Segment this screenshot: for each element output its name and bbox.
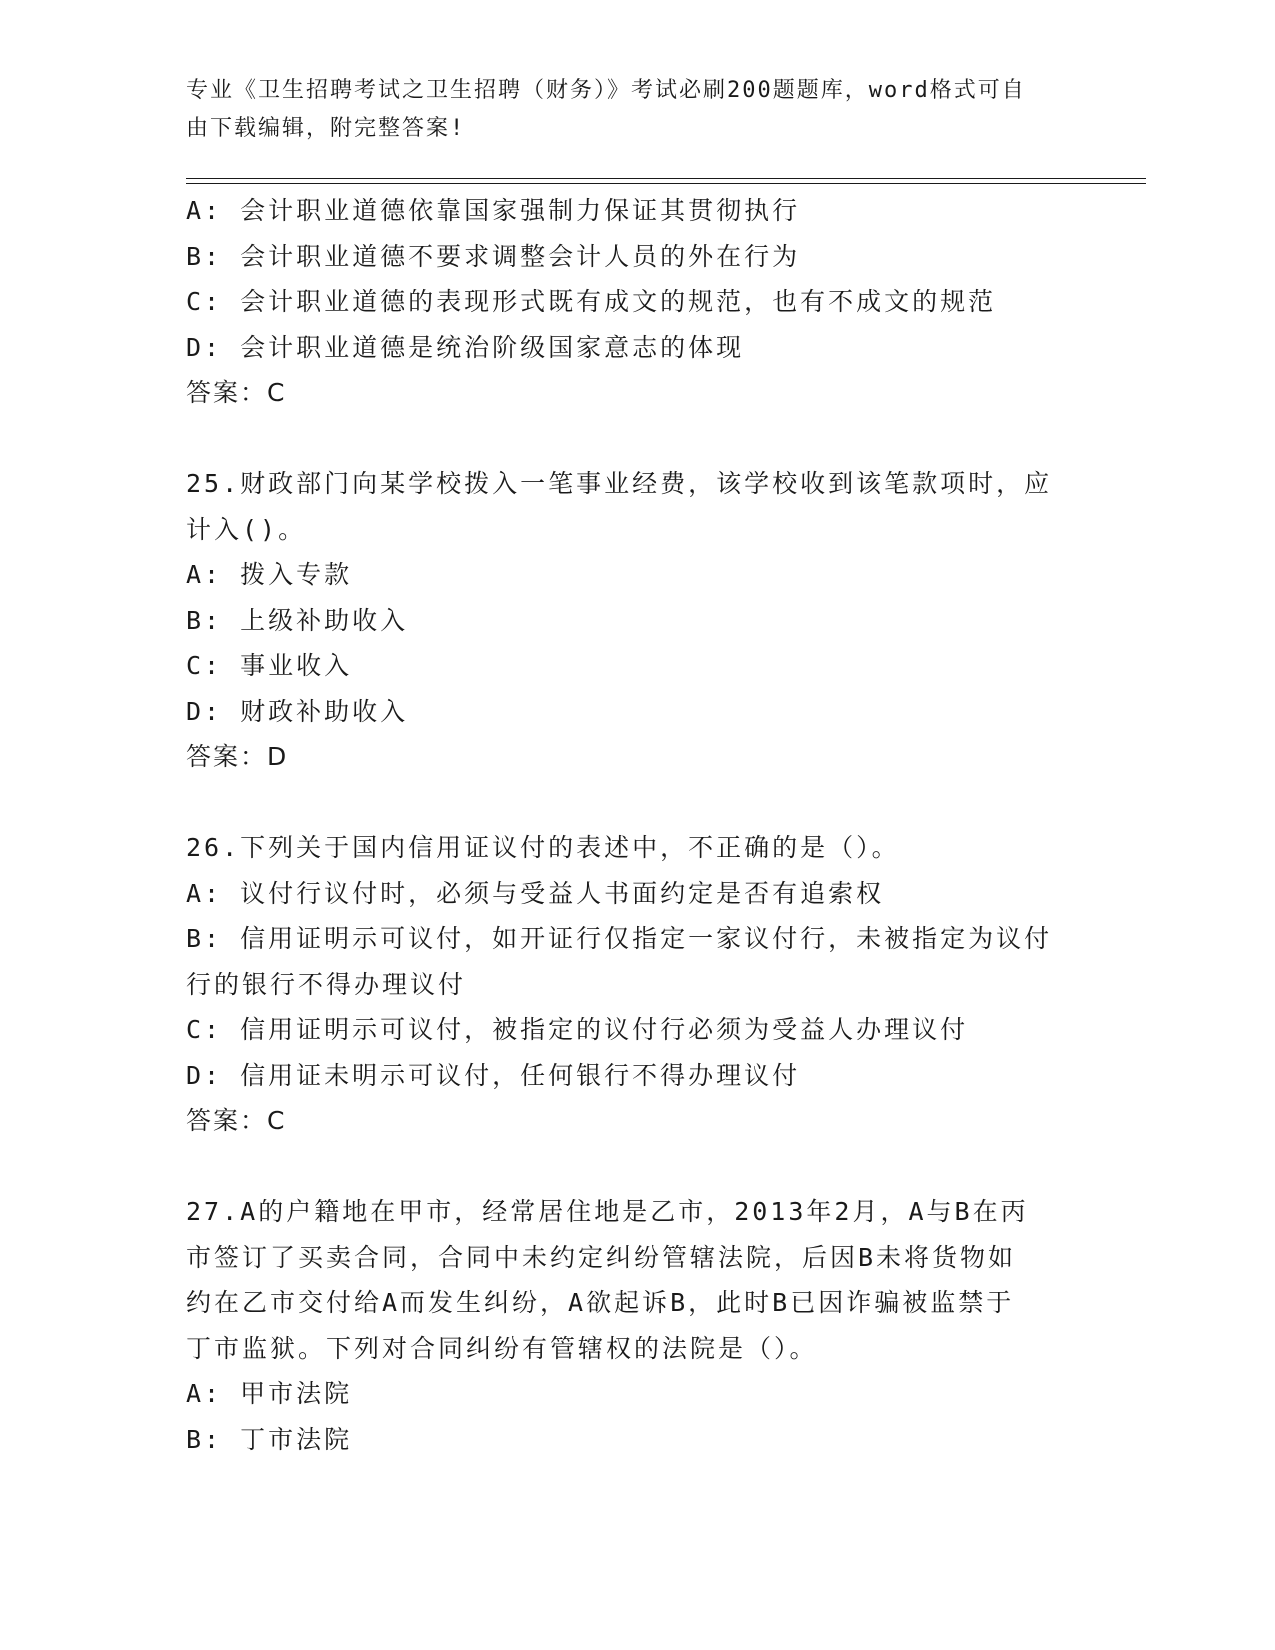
option-b: B: 信用证明示可议付，如开证行仅指定一家议付行，未被指定为议付 [186, 924, 1053, 953]
header-divider [186, 178, 1146, 184]
question-stem-cont: 市签订了买卖合同，合同中未约定纠纷管辖法院，后因B未将货物如 [186, 1242, 1017, 1272]
answer: 答案：C [186, 378, 287, 407]
question-stem-cont: 丁市监狱。下列对合同纠纷有管辖权的法院是（）。 [186, 1333, 818, 1363]
question-24-block [186, 188, 1066, 416]
answer: 答案：D [186, 742, 289, 771]
option-a: A: 拨入专款 [186, 560, 353, 589]
question-stem: 25.财政部门向某学校拨入一笔事业经费，该学校收到该笔款项时，应 [186, 469, 1053, 498]
option-b: B: 上级补助收入 [186, 605, 409, 635]
spacer [186, 1144, 1066, 1190]
question-stem-cont: 约在乙市交付给A而发生纠纷，A欲起诉B，此时B已因诈骗被监禁于 [186, 1288, 1015, 1317]
question-26-block [186, 825, 1066, 1144]
option-d: D: 信用证未明示可议付，任何银行不得办理议付 [186, 1060, 801, 1090]
question-27-block [186, 1189, 1066, 1462]
option-d: D: 会计职业道德是统治阶级国家意志的体现 [186, 332, 745, 362]
question-stem-cont: 计入()。 [186, 514, 307, 544]
answer: 答案：C [186, 1106, 287, 1135]
option-d: D: 财政补助收入 [186, 696, 409, 726]
option-a: A: 甲市法院 [186, 1379, 353, 1408]
option-b-cont: 行的银行不得办理议付 [186, 969, 467, 999]
question-list [186, 188, 1066, 1462]
question-stem: 27.A的户籍地在甲市，经常居住地是乙市，2013年2月，A与B在丙 [186, 1197, 1029, 1226]
option-b: B: 丁市法院 [186, 1424, 353, 1454]
option-c: C: 会计职业道德的表现形式既有成文的规范，也有不成文的规范 [186, 287, 997, 316]
option-b: B: 会计职业道德不要求调整会计人员的外在行为 [186, 241, 801, 271]
spacer [186, 416, 1066, 462]
option-c: C: 信用证明示可议付，被指定的议付行必须为受益人办理议付 [186, 1015, 969, 1044]
option-a: A: 会计职业道德依靠国家强制力保证其贯彻执行 [186, 196, 801, 225]
option-c: C: 事业收入 [186, 651, 353, 680]
header-line-2: 由下载编辑，附完整答案! [186, 116, 466, 141]
question-stem: 26.下列关于国内信用证议付的表述中，不正确的是（）。 [186, 833, 900, 862]
question-25-block [186, 461, 1066, 780]
document-header [186, 72, 1066, 148]
option-a: A: 议付行议付时，必须与受益人书面约定是否有追索权 [186, 878, 885, 908]
header-line-1: 专业《卫生招聘考试之卫生招聘（财务）》考试必刷200题题库，word格式可自 [186, 78, 1026, 103]
spacer [186, 780, 1066, 826]
